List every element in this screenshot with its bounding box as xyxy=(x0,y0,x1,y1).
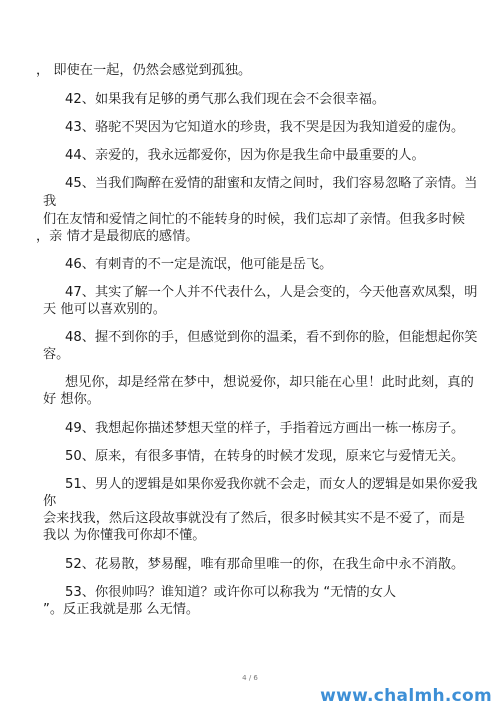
text-line: 44、亲爱的，我永远都爱你，因为你是我生命中最重要的人。 xyxy=(65,148,425,163)
text-line: 好 想你。 xyxy=(43,392,100,407)
text-line: 53、你很帅吗？谁知道？或许你可以称我为 “无情的女人 xyxy=(65,585,397,600)
text-line: 我 xyxy=(43,194,57,209)
text-line: 52、花易散，梦易醒，唯有那命里唯一的你，在我生命中永不消散。 xyxy=(65,557,465,572)
text-line: 48、握不到你的手，但感觉到你的温柔，看不到你的脸，但能想起你笑 xyxy=(65,330,478,345)
text-line: 会来找我，然后这段故事就没有了然后，很多时候其实不是不爱了，而是 xyxy=(43,511,465,526)
text-line: 想见你，却是经常在梦中，想说爱你，却只能在心里！此时此刻，真的 xyxy=(65,375,474,390)
text-line: 你 xyxy=(43,494,57,509)
text-line: 51、男人的逻辑是如果你爱我你就不会走，而女人的逻辑是如果你爱我 xyxy=(65,477,478,492)
text-line: ， 即使在一起，仍然会感觉到孤独。 xyxy=(36,63,252,78)
text-line: 们在友情和爱情之间忙的不能转身的时候，我们忘却了亲情。但我多时候 xyxy=(43,212,465,227)
page-number: 4 / 6 xyxy=(242,674,258,682)
text-line: ，亲 情才是最彻底的感情。 xyxy=(36,229,199,244)
text-line: 我以 为你懂我可你却不懂。 xyxy=(43,528,206,543)
text-line: 42、如果我有足够的勇气那么我们现在会不会很幸福。 xyxy=(65,92,386,107)
text-line: 容。 xyxy=(43,347,70,362)
text-line: 49、我想起你描述梦想天堂的样子，手指着远方画出一栋一栋房子。 xyxy=(65,421,465,436)
text-line: 天 他可以喜欢别的。 xyxy=(43,302,166,317)
text-line: 43、骆驼不哭因为它知道水的珍贵，我不哭是因为我知道爱的虚伪。 xyxy=(65,120,465,135)
watermark: www.chalmh.com xyxy=(320,686,492,706)
text-line: 46、有刺青的不一定是流氓，他可能是岳飞。 xyxy=(65,257,333,272)
text-line: 45、当我们陶醉在爱情的甜蜜和友情之间时，我们容易忽略了亲情。当 xyxy=(65,176,478,191)
text-line: ”。反正我就是那 么无情。 xyxy=(43,602,200,617)
text-line: 47、其实了解一个人并不代表什么，人是会变的，今天他喜欢凤梨，明 xyxy=(65,285,478,300)
text-line: 50、原来，有很多事情，在转身的时候才发现，原来它与爱情无关。 xyxy=(65,449,465,464)
